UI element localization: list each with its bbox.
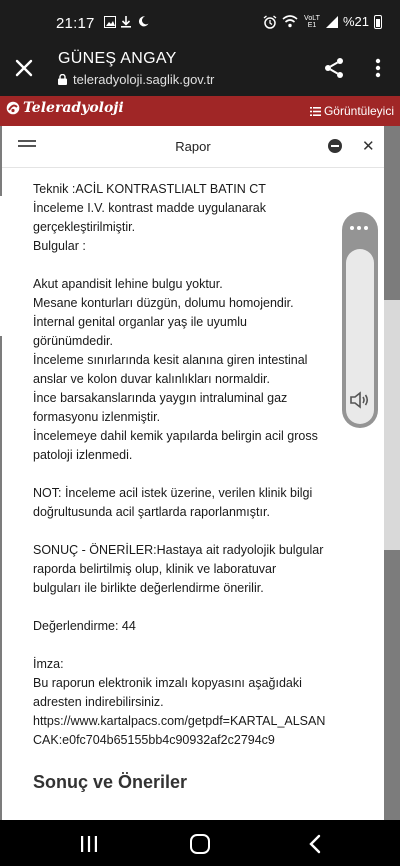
report-line: İnceleme sınırlarında kesit alanına giren intestinal — [33, 353, 308, 367]
list-icon — [310, 107, 321, 116]
modal-title: Rapor — [175, 139, 211, 154]
report-line: görünümdedir. — [33, 334, 113, 348]
more-vert-icon[interactable] — [366, 56, 390, 80]
report-blank-line — [33, 598, 353, 617]
report-line: Değerlendirme: 44 — [33, 619, 136, 633]
report-blank-line — [33, 256, 353, 275]
report-blank-line — [33, 522, 353, 541]
gallery-icon — [104, 16, 116, 28]
report-line: doğrultusunda acil şartlarda raporlanmıştır. — [33, 505, 270, 519]
battery-percent: %21 — [342, 14, 369, 29]
system-nav-bar — [0, 820, 400, 866]
report-line: adresten indirebilirsiniz. — [33, 695, 164, 709]
report-line: İncelemeye dahil kemik yapılarda belirgin acil gross — [33, 429, 318, 443]
report-line: İnce barsakanslarında yaygın intraluminal gaz — [33, 391, 288, 405]
minimize-icon[interactable] — [328, 139, 342, 153]
report-line: Mesane konturları düzgün, dolumu homojendir. — [33, 296, 294, 310]
report-line: SONUÇ - ÖNERİLER:Hastaya ait radyolojik bulgular — [33, 543, 324, 557]
report-line: NOT: İnceleme acil istek üzerine, verilen klinik bilgi — [33, 486, 313, 500]
report-line: raporda belirtilmiş olup, klinik ve laboratuvar — [33, 562, 277, 576]
web-page — [0, 96, 400, 820]
report-line: bulguları ile birlikte değerlendirme önerilir. — [33, 581, 264, 595]
moon-icon — [138, 16, 149, 27]
download-icon — [121, 16, 131, 28]
report-line: Akut apandisit lehine bulgu yoktur. — [33, 277, 223, 291]
page-title: GÜNEŞ ANGAY — [58, 50, 177, 67]
report-line: anslar ve kolon duvar kalınlıkları normaldir. — [33, 372, 270, 386]
logo-text: Teleradyoloji — [23, 100, 124, 116]
report-line: https://www.kartalpacs.com/getpdf=KARTAL_ALSAN — [33, 714, 326, 728]
status-time: 21:17 — [56, 15, 95, 32]
report-modal — [2, 126, 384, 820]
signal-icon — [326, 16, 338, 28]
volume-more-icon[interactable] — [350, 226, 368, 230]
recent-apps-icon[interactable] — [80, 836, 98, 852]
viewer-button-label: Görüntüleyici — [323, 104, 394, 118]
report-line: İmza: — [33, 657, 64, 671]
share-icon[interactable] — [322, 56, 346, 80]
home-icon[interactable] — [190, 834, 210, 854]
status-right-group — [263, 14, 382, 29]
speaker-icon[interactable] — [348, 388, 372, 412]
page-scrollbar[interactable] — [384, 300, 400, 550]
report-line: Teknik :ACİL KONTRASTLIALT BATIN CT — [33, 182, 266, 196]
alarm-icon — [263, 15, 277, 29]
status-bar — [0, 0, 400, 44]
report-line: İnternal genital organlar yaş ile uyumlu — [33, 315, 248, 329]
back-icon[interactable] — [306, 834, 324, 854]
modal-header — [2, 126, 384, 168]
lock-icon — [58, 74, 67, 85]
url-row[interactable] — [58, 72, 214, 87]
report-blank-line — [33, 636, 353, 655]
network-label: VoLTE1 — [304, 14, 320, 29]
report-line: Bulgular : — [33, 239, 86, 253]
browser-toolbar — [0, 44, 400, 96]
app-header — [0, 96, 400, 126]
report-line: gerçekleştirilmiştir. — [33, 220, 136, 234]
report-line: CAK:e0fc704b65155bb4c90932af2c2794c9 — [33, 733, 275, 747]
report-blank-line — [33, 465, 353, 484]
report-line: Bu raporun elektronik imzalı kopyasını aşağıdaki — [33, 676, 302, 690]
close-icon[interactable] — [12, 56, 36, 80]
section-heading: Sonuç ve Öneriler — [33, 772, 188, 792]
viewer-button[interactable] — [310, 104, 394, 118]
battery-icon — [374, 15, 382, 29]
app-logo[interactable] — [6, 100, 124, 116]
report-line: formasyonu izlenmiştir. — [33, 410, 161, 424]
url-text: teleradyoloji.saglik.gov.tr — [73, 72, 215, 87]
report-line: İnceleme I.V. kontrast madde uygulanarak — [33, 201, 267, 215]
modal-close-icon[interactable]: ✕ — [362, 138, 375, 155]
wifi-icon — [282, 15, 298, 28]
logo-icon — [6, 101, 20, 115]
report-text — [33, 180, 353, 750]
report-line: patoloji izlenmedi. — [33, 448, 133, 462]
